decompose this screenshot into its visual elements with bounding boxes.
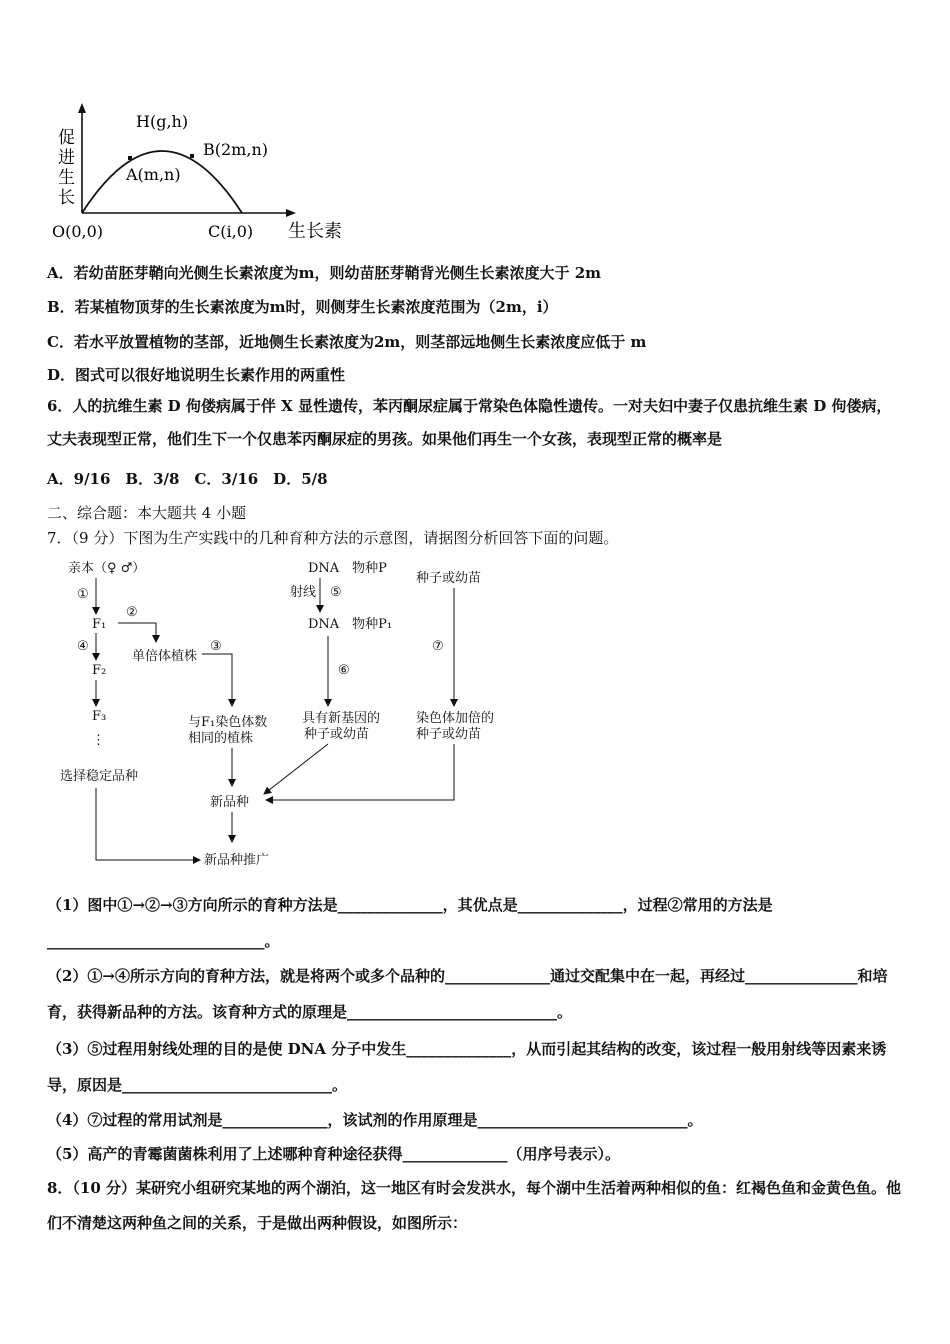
y-label-4: 长 <box>58 188 75 208</box>
auxin-graph <box>50 95 360 255</box>
point-h-label: H(g,h) <box>136 112 189 131</box>
step-1-label: ① <box>77 587 89 602</box>
ray-label: 射线 <box>290 585 317 600</box>
step-2-label: ② <box>126 605 138 620</box>
new-gene-line1: 具有新基因的 <box>302 711 381 726</box>
q5-option-c: C．若水平放置植物的茎部，近地侧生长素浓度为2m，则茎部远地侧生长素浓度应低于 m <box>47 333 647 351</box>
q5-option-b: B．若某植物顶芽的生长素浓度为m时，则侧芽生长素浓度范围为（2m，i） <box>47 298 558 316</box>
new-variety-label: 新品种 <box>210 795 250 810</box>
f3-label: F₃ <box>92 709 107 724</box>
select-stable-label: 选择稳定品种 <box>60 769 139 784</box>
dna-species-p: DNA 物种P <box>308 561 387 576</box>
same-chrom-line2: 相同的植株 <box>188 731 254 746</box>
point-a-label: A(m,n) <box>126 165 181 184</box>
q7-sub1: （1）图中①→②→③方向所示的育种方法是______________，其优点是______________，过程②常用的方法是_____________________________。 <box>47 896 773 950</box>
q5-option-d: D．图式可以很好地说明生长素作用的两重性 <box>47 366 346 384</box>
promote-label: 新品种推广 <box>204 853 270 868</box>
breeding-diagram <box>52 556 512 876</box>
step-5-label: ⑤ <box>330 585 342 600</box>
q7-sub2: （2）①→④所示方向的育种方法，就是将两个或多个品种的______________通过交配集中在一起，再经过_______________和培育，获得新品种的方法。该育种方式的原理是____________________________。 <box>47 967 888 1021</box>
ellipsis: ⋮ <box>92 733 105 748</box>
point-b-label: B(2m,n) <box>203 140 268 159</box>
same-chrom-line1: 与F₁染色体数 <box>188 715 268 730</box>
point-a-marker <box>128 156 132 160</box>
y-label-3: 生 <box>58 168 75 188</box>
x-axis-arrow <box>286 209 296 217</box>
q6-options: A．9/16 B．3/8 C．3/16 D．5/8 <box>47 470 328 488</box>
arrow-haploid-same <box>202 654 232 706</box>
arrow-newgene-newvariety <box>264 744 328 794</box>
arrow-select-promote <box>96 788 200 860</box>
x-axis-label: 生长素 <box>288 221 342 242</box>
q7-sub5: （5）高产的青霉菌菌株利用了上述哪种育种途径获得______________（用序号表示）。 <box>47 1145 620 1163</box>
y-axis-arrow <box>78 103 86 113</box>
step-7-label: ⑦ <box>432 639 444 654</box>
double-line2: 种子或幼苗 <box>416 727 482 742</box>
section-2-heading: 二、综合题：本大题共 4 小题 <box>47 504 247 522</box>
seed-label: 种子或幼苗 <box>416 571 482 586</box>
q7-sub3: （3）⑤过程用射线处理的目的是使 DNA 分子中发生______________，从而引起其结构的改变，该过程一般用射线等因素来诱导，原因是____________________________。 <box>47 1040 887 1094</box>
new-gene-line2: 种子或幼苗 <box>304 727 370 742</box>
q8-stem: 8．（10 分）某研究小组研究某地的两个湖泊，这一地区有时会发洪水，每个湖中生活着两种相似的鱼：红褐色鱼和金黄色鱼。他们不清楚这两种鱼之间的关系，于是做出两种假设，如图所示： <box>47 1179 902 1232</box>
point-o-label: O(0,0) <box>52 222 104 241</box>
y-label-2: 进 <box>58 148 75 168</box>
step-6-label: ⑥ <box>338 663 350 678</box>
q7-sub4: （4）⑦过程的常用试剂是______________，该试剂的作用原理是____________________________。 <box>47 1111 703 1129</box>
haploid-label: 单倍体植株 <box>132 649 198 664</box>
q5-option-a: A．若幼苗胚芽鞘向光侧生长素浓度为m，则幼苗胚芽鞘背光侧生长素浓度大于 2m <box>47 264 602 282</box>
f1-label: F₁ <box>92 617 107 632</box>
arrow-f1-haploid <box>118 623 156 642</box>
point-c-label: C(i,0) <box>208 222 254 241</box>
f2-label: F₂ <box>92 663 107 678</box>
dna-species-p1: DNA 物种P₁ <box>308 617 393 632</box>
step-3-label: ③ <box>210 639 222 654</box>
q6-stem: 6．人的抗维生素 D 佝偻病属于伴 X 显性遗传，苯丙酮尿症属于常染色体隐性遗传。一对夫妇中妻子仅患抗维生素 D 佝偻病，丈夫表现型正常，他们生下一个仅患苯丙酮尿症的男孩。如果他们再生一个女孩，表现型正常的概率是 <box>47 397 892 448</box>
double-line1: 染色体加倍的 <box>416 711 495 726</box>
point-b-marker <box>190 154 194 158</box>
arrow-double-newvariety <box>266 744 454 800</box>
y-label-1: 促 <box>58 128 75 148</box>
parent-label: 亲本（♀ ♂） <box>68 561 146 576</box>
step-4-label: ④ <box>77 639 89 654</box>
q7-stem: 7．（9 分）下图为生产实践中的几种育种方法的示意图，请据图分析回答下面的问题。 <box>47 529 619 547</box>
